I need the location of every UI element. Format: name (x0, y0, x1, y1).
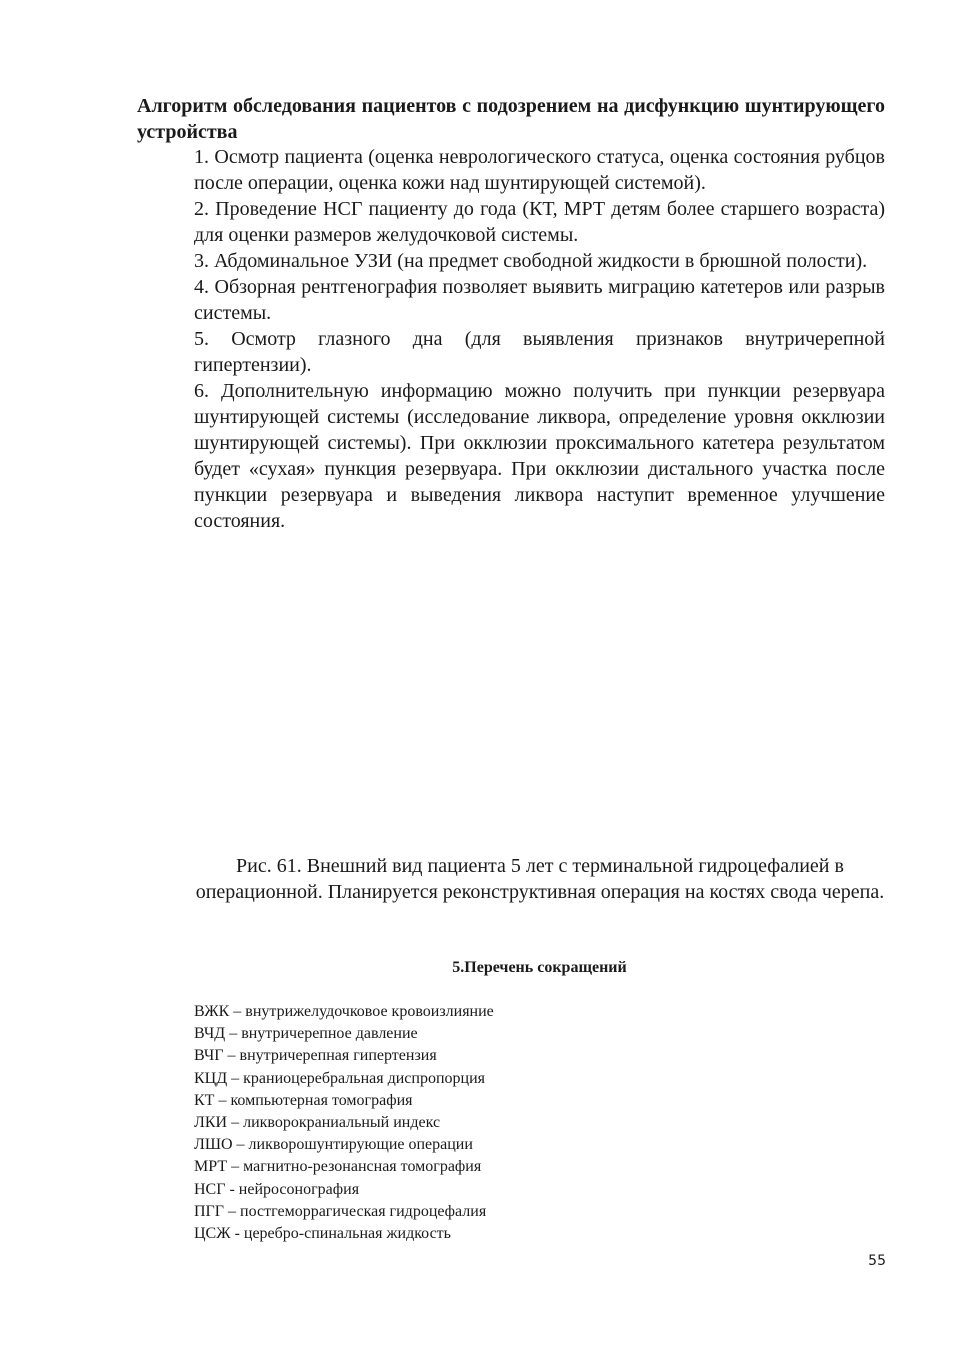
figure-caption: Рис. 61. Внешний вид пациента 5 лет с терминальной гидроцефалией в операционной. Планируется реконструктивная операция на костях свода черепа. (195, 855, 885, 903)
abbreviation-item: КТ – компьютерная томография (194, 1091, 413, 1109)
abbreviation-item: ПГГ – постгеморрагическая гидроцефалия (194, 1202, 487, 1220)
abbreviation-item: ВЖК – внутрижелудочковое кровоизлияние (194, 1003, 494, 1020)
abbreviation-item: ЛШО – ликворошунтирующие операции (194, 1136, 473, 1154)
step-item: 3. Абдоминальное УЗИ (на предмет свободной жидкости в брюшной полости). (194, 250, 868, 272)
step-item: 2. Проведение НСГ пациенту до года (КТ, МРТ детям более старшего возраста) для оценки размеров желудочковой системы. (194, 198, 885, 246)
abbreviation-item: ЦСЖ - церебро-спинальная жидкость (194, 1225, 451, 1243)
step-item: 6. Дополнительную информацию можно получить при пункции резервуара шунтирующей системы (исследование ликвора, определение уровня окклюзии шунтирующей системы). При окклюзии проксимального катетера результатом будет «сухая» пункция резервуара. При окклюзии дистального участка после пункции резервуара и выведения ликвора наступит временное улучшение состояния. (194, 380, 885, 532)
section-title: Алгоритм обследования пациентов с подозрением на дисфункцию шунтирующего устройства (137, 95, 885, 143)
abbreviation-item: ВЧГ – внутричерепная гипертензия (194, 1047, 437, 1065)
abbreviations-list (194, 1001, 794, 1245)
abbreviation-item: ЛКИ – ликворокраниальный индекс (194, 1114, 441, 1132)
step-item: 5. Осмотр глазного дна (для выявления признаков внутричерепной гипертензии). (194, 328, 885, 376)
abbreviation-item: МРТ – магнитно-резонансная томография (194, 1158, 482, 1176)
abbreviation-item: НСГ - нейросонография (194, 1180, 360, 1198)
step-item: 4. Обзорная рентгенография позволяет выявить миграцию катетеров или разрыв системы. (194, 276, 885, 324)
abbreviation-item: КЦД – краниоцеребральная диспропорция (194, 1069, 486, 1087)
step-item: 1. Осмотр пациента (оценка неврологического статуса, оценка состояния рубцов после операции, оценка кожи над шунтирующей системой). (194, 146, 885, 194)
abbreviation-item: ВЧД – внутричерепное давление (194, 1025, 418, 1043)
algorithm-steps (194, 144, 885, 534)
abbreviations-heading: 5.Перечень сокращений (452, 959, 627, 976)
page-number: 55 (868, 1253, 886, 1269)
